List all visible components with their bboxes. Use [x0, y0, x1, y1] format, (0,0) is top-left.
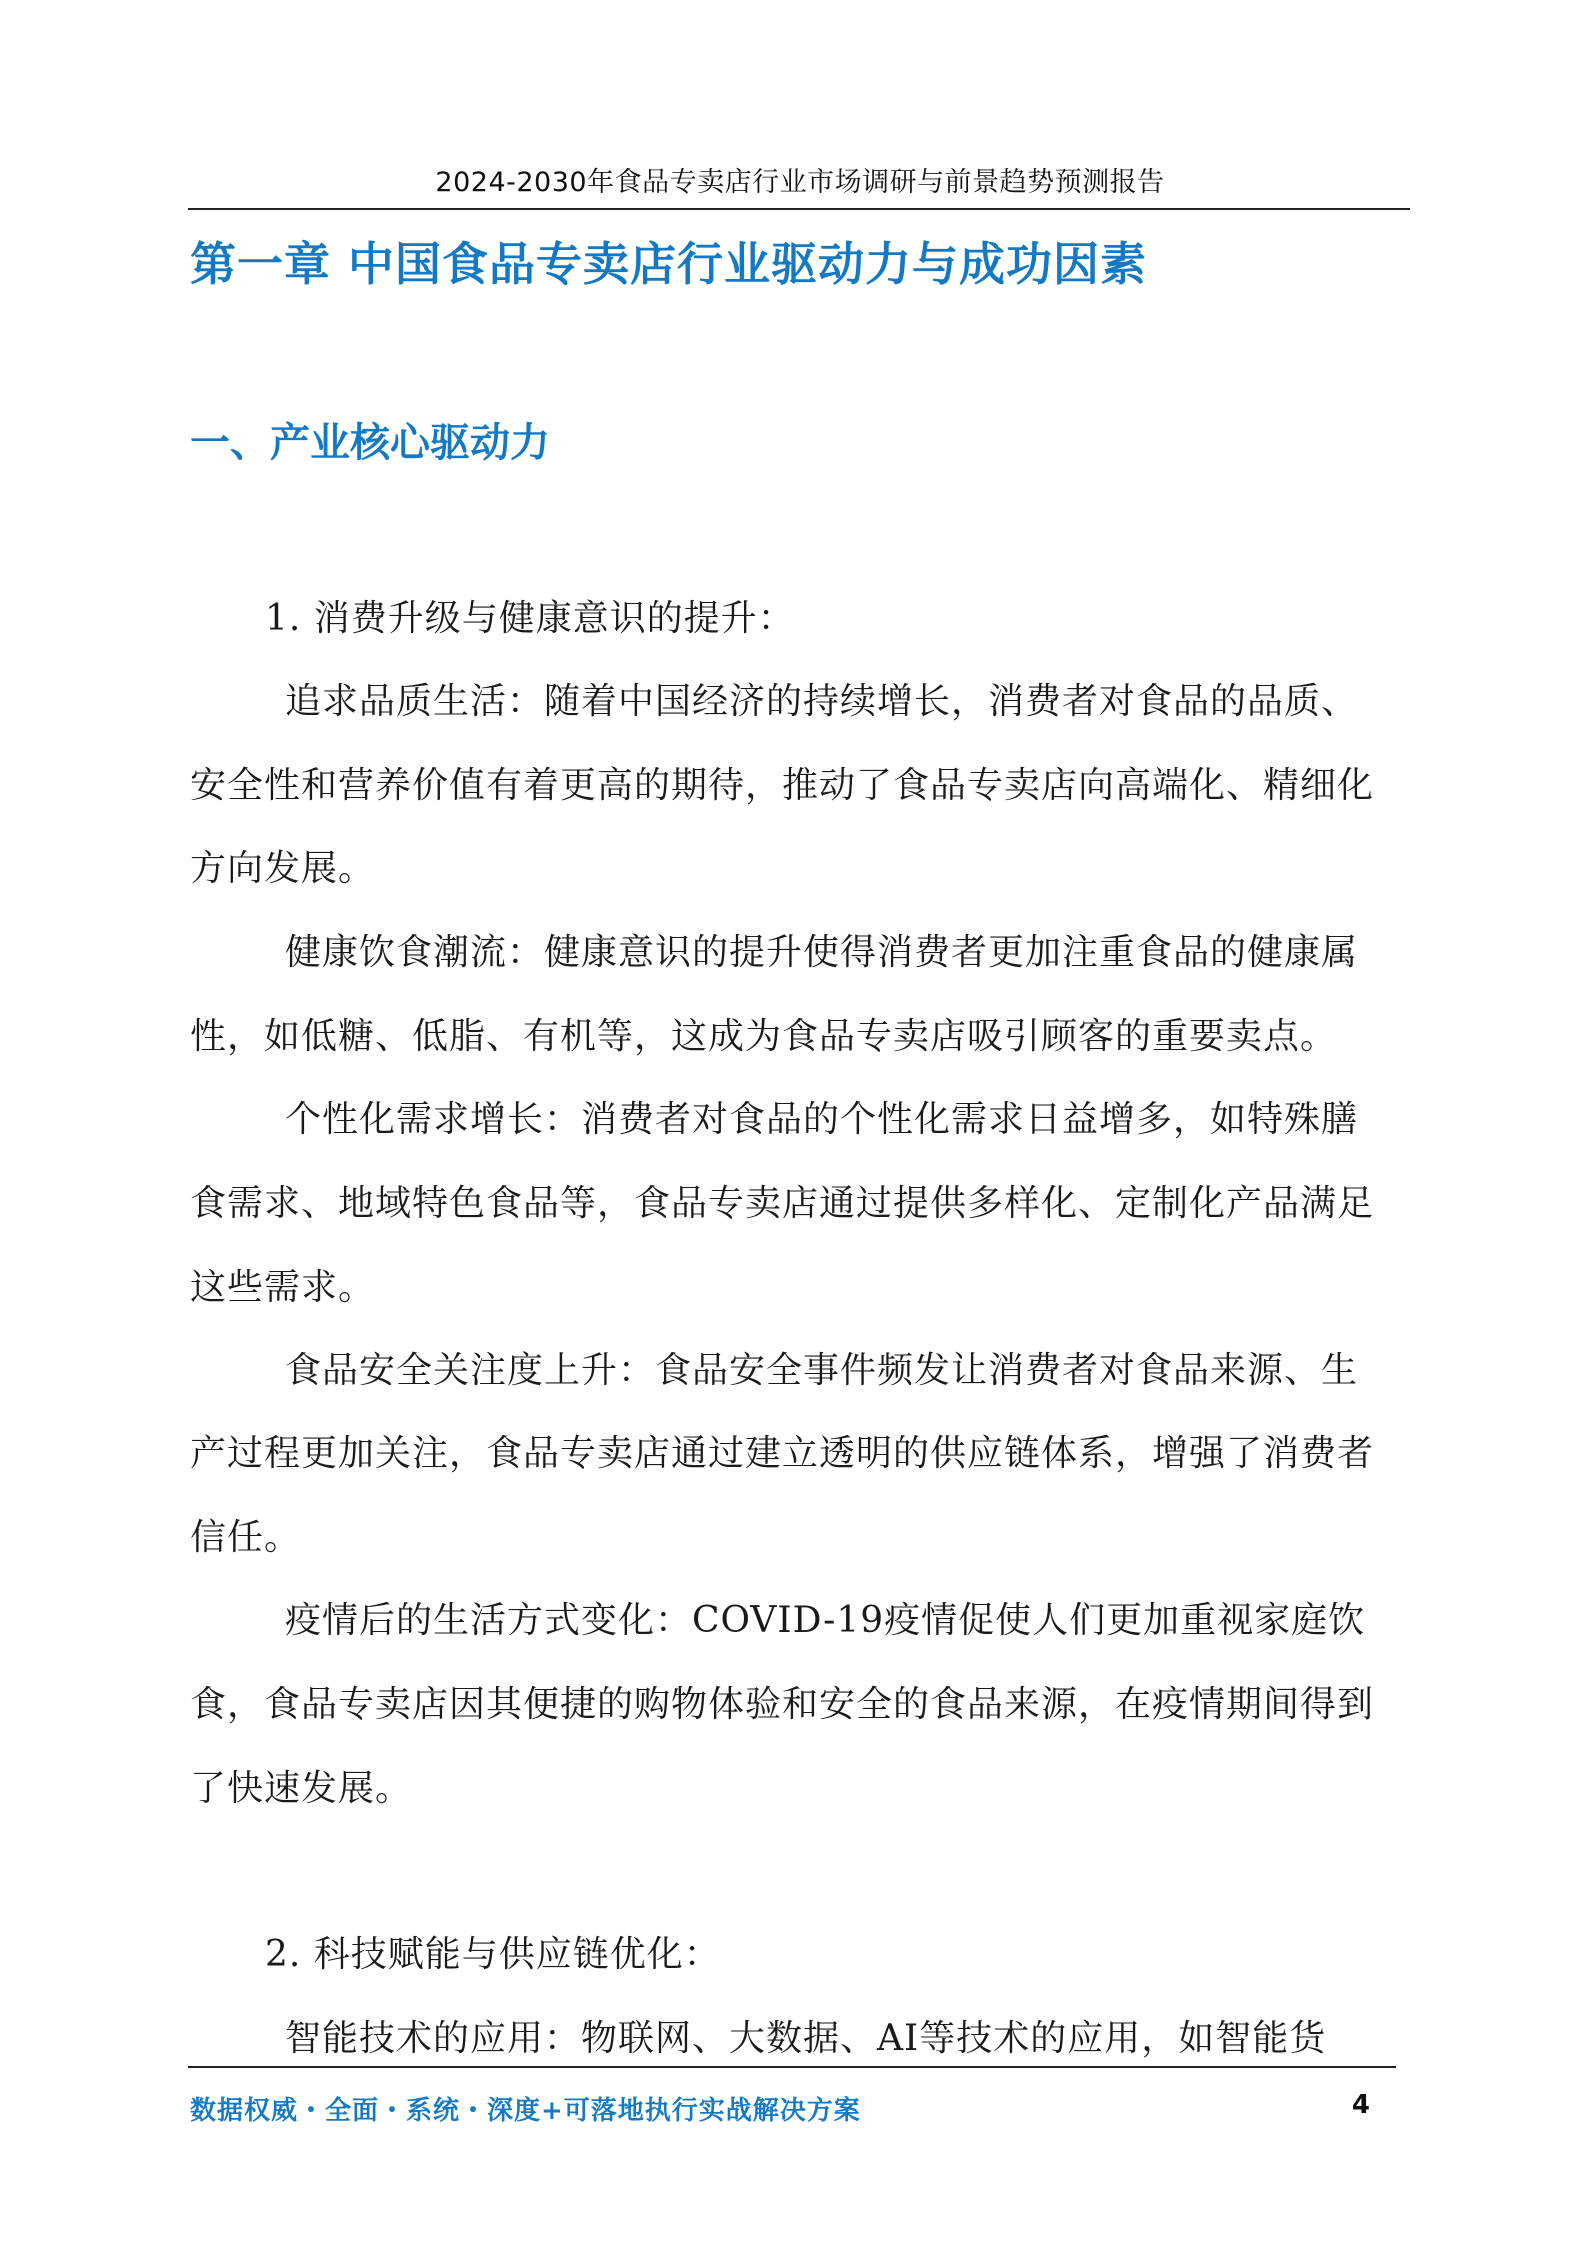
paragraph-line: 食，食品专卖店因其便捷的购物体验和安全的食品来源，在疫情期间得到	[190, 1684, 1375, 1725]
paragraph-line: 了快速发展。	[190, 1768, 413, 1809]
page-number: 4	[1351, 2090, 1370, 2120]
paragraph-line: 安全性和营养价值有着更高的期待，推动了食品专卖店向高端化、精细化	[190, 765, 1375, 806]
paragraph-line: 食需求、地域特色食品等，食品专卖店通过提供多样化、定制化产品满足	[190, 1183, 1375, 1224]
paragraph-line: 个性化需求增长：消费者对食品的个性化需求日益增多，如特殊膳	[285, 1099, 1359, 1140]
paragraph-line: 食品安全关注度上升：食品安全事件频发让消费者对食品来源、生	[285, 1350, 1359, 1391]
footer-divider	[188, 2066, 1396, 2068]
paragraph-line: 疫情后的生活方式变化：COVID-19疫情促使人们更加重视家庭饮	[285, 1600, 1366, 1641]
paragraph-line: 健康饮食潮流：健康意识的提升使得消费者更加注重食品的健康属	[285, 932, 1359, 973]
list-heading-2: 2. 科技赋能与供应链优化：	[265, 1934, 721, 1975]
chapter-title: 第一章 中国食品专卖店行业驱动力与成功因素	[190, 237, 1148, 291]
paragraph-line: 这些需求。	[190, 1267, 376, 1308]
footer-slogan: 数据权威・全面・系统・深度+可落地执行实战解决方案	[190, 2096, 861, 2126]
paragraph-line: 信任。	[190, 1517, 302, 1558]
header-divider	[188, 208, 1410, 210]
paragraph-line: 性，如低糖、低脂、有机等，这成为食品专卖店吸引顾客的重要卖点。	[190, 1016, 1338, 1057]
paragraph-line: 产过程更加关注，食品专卖店通过建立透明的供应链体系，增强了消费者	[190, 1433, 1375, 1474]
section-title: 一、产业核心驱动力	[190, 420, 550, 466]
paragraph-line: 追求品质生活：随着中国经济的持续增长，消费者对食品的品质、	[285, 681, 1359, 722]
paragraph-line: 方向发展。	[190, 848, 376, 889]
list-heading-1: 1. 消费升级与健康意识的提升：	[265, 598, 795, 639]
running-header: 2024-2030年食品专卖店行业市场调研与前景趋势预测报告	[435, 167, 1165, 198]
paragraph-line: 智能技术的应用：物联网、大数据、AI等技术的应用，如智能货	[285, 2018, 1327, 2059]
